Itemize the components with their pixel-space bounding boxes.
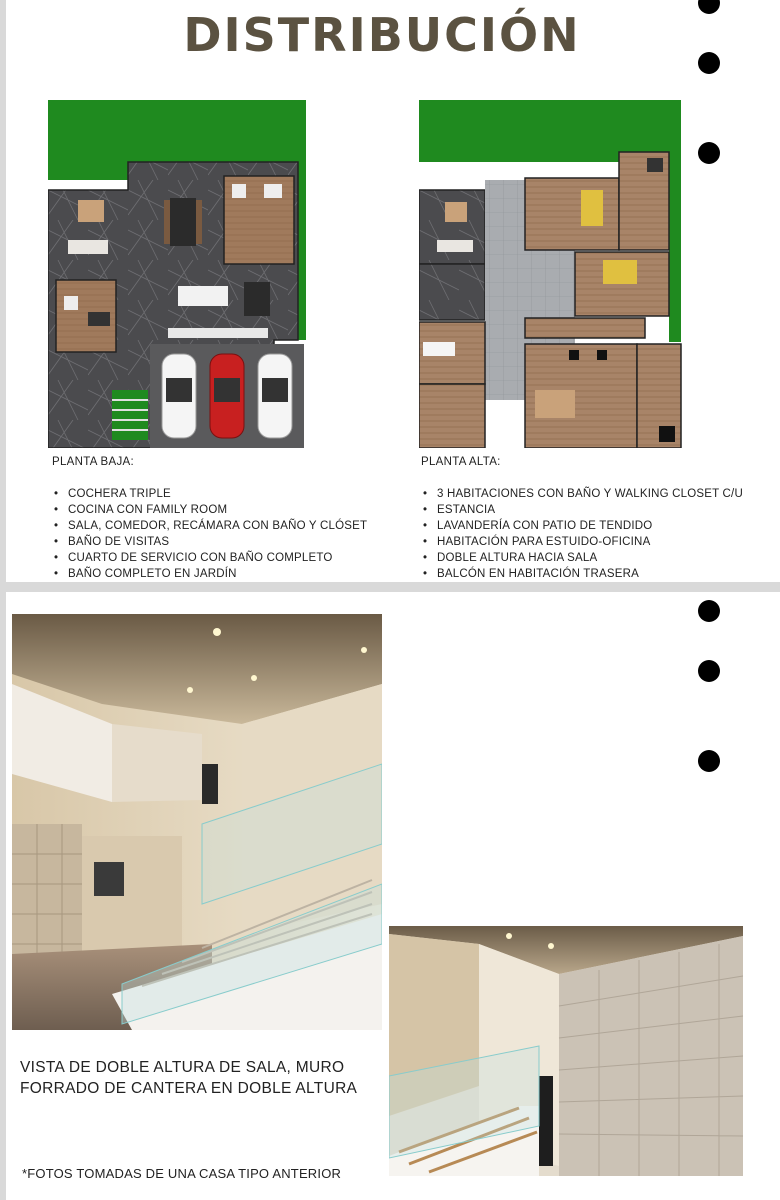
stone-wall: [559, 936, 743, 1176]
vanity: [659, 426, 675, 442]
balcony-wall: [112, 724, 202, 802]
list-item: • CUARTO DE SERVICIO CON BAÑO COMPLETO: [52, 550, 367, 566]
floor-plan-alta-drawing: [419, 100, 687, 448]
planta-alta-label: PLANTA ALTA:: [421, 456, 501, 468]
vanity: [88, 312, 110, 326]
bullet-dot: [698, 660, 720, 682]
toilet: [64, 296, 78, 310]
chairs: [164, 200, 170, 244]
bedroom-1: [525, 178, 619, 250]
list-item: • 3 HABITACIONES CON BAÑO Y WALKING CLOSET C/U: [421, 486, 743, 502]
page-distribucion: [6, 0, 780, 582]
list-item: • LAVANDERÍA CON PATIO DE TENDIDO: [421, 518, 743, 534]
bed: [603, 260, 637, 284]
page-photos: [6, 592, 780, 1200]
planta-alta-features: [421, 486, 743, 582]
window: [202, 764, 218, 804]
page-title: DISTRIBUCIÓN: [183, 8, 581, 62]
list-item: • HABITACIÓN PARA ESTUIDO-OFICINA: [421, 534, 743, 550]
list-item: • DOBLE ALTURA HACIA SALA: [421, 550, 743, 566]
list-item: • BALCÓN EN HABITACIÓN TRASERA: [421, 566, 743, 582]
list-item: • BAÑO COMPLETO EN JARDÍN: [52, 566, 367, 582]
dining-table: [170, 198, 196, 246]
ceiling-light: [506, 933, 512, 939]
double-height-void: [419, 190, 485, 264]
floor-plan-planta-alta: [419, 100, 687, 448]
ceiling-light: [548, 943, 554, 949]
rug: [78, 200, 104, 222]
stair-void: [419, 264, 485, 320]
ceiling-light: [187, 687, 193, 693]
stone-wall-photo-drawing: [389, 926, 743, 1176]
kitchen-counter: [244, 282, 270, 316]
planta-baja-label: PLANTA BAJA:: [52, 456, 134, 468]
list-item: • COCINA CON FAMILY ROOM: [52, 502, 367, 518]
interior-photo-stone-wall: [389, 926, 743, 1176]
chairs: [196, 200, 202, 244]
bullet-dot: [698, 750, 720, 772]
list-item: • SALA, COMEDOR, RECÁMARA CON BAÑO Y CLÓSET: [52, 518, 367, 534]
shower: [647, 158, 663, 172]
sofa: [68, 240, 108, 254]
garden-steps: [112, 390, 148, 440]
floor-plan-planta-baja: [48, 100, 306, 448]
bullet-dot: [698, 600, 720, 622]
bullet-dot: [698, 52, 720, 74]
car-window: [166, 378, 192, 402]
list-item: • BAÑO DE VISITAS: [52, 534, 367, 550]
ceiling-light: [361, 647, 367, 653]
sofa: [437, 240, 473, 252]
kitchen-island: [178, 286, 228, 306]
ceiling-light: [251, 675, 257, 681]
lawn: [669, 162, 681, 342]
ceiling-light: [213, 628, 221, 636]
window: [94, 862, 124, 896]
closet: [525, 318, 645, 338]
interior-photo-double-height: [12, 614, 382, 1030]
counter: [168, 328, 268, 338]
sink: [264, 184, 282, 198]
laundry: [419, 384, 485, 448]
car-window: [214, 378, 240, 402]
toilet: [232, 184, 246, 198]
list-item: • COCHERA TRIPLE: [52, 486, 367, 502]
desk: [423, 342, 455, 356]
list-item: • ESTANCIA: [421, 502, 743, 518]
bed: [535, 390, 575, 418]
car-window: [262, 378, 288, 402]
bed: [581, 190, 603, 226]
floor-plan-baja-drawing: [48, 100, 306, 448]
interior-photo-drawing: [12, 614, 382, 1030]
footnote: *FOTOS TOMADAS DE UNA CASA TIPO ANTERIOR: [22, 1166, 342, 1181]
armchair: [569, 350, 579, 360]
armchair: [597, 350, 607, 360]
planta-baja-features: [52, 486, 367, 582]
bullet-dot: [698, 142, 720, 164]
rug: [445, 202, 467, 222]
photo-caption: VISTA DE DOBLE ALTURA DE SALA, MURO FORRADO DE CANTERA EN DOBLE ALTURA: [20, 1059, 358, 1097]
doorway: [539, 1076, 553, 1166]
